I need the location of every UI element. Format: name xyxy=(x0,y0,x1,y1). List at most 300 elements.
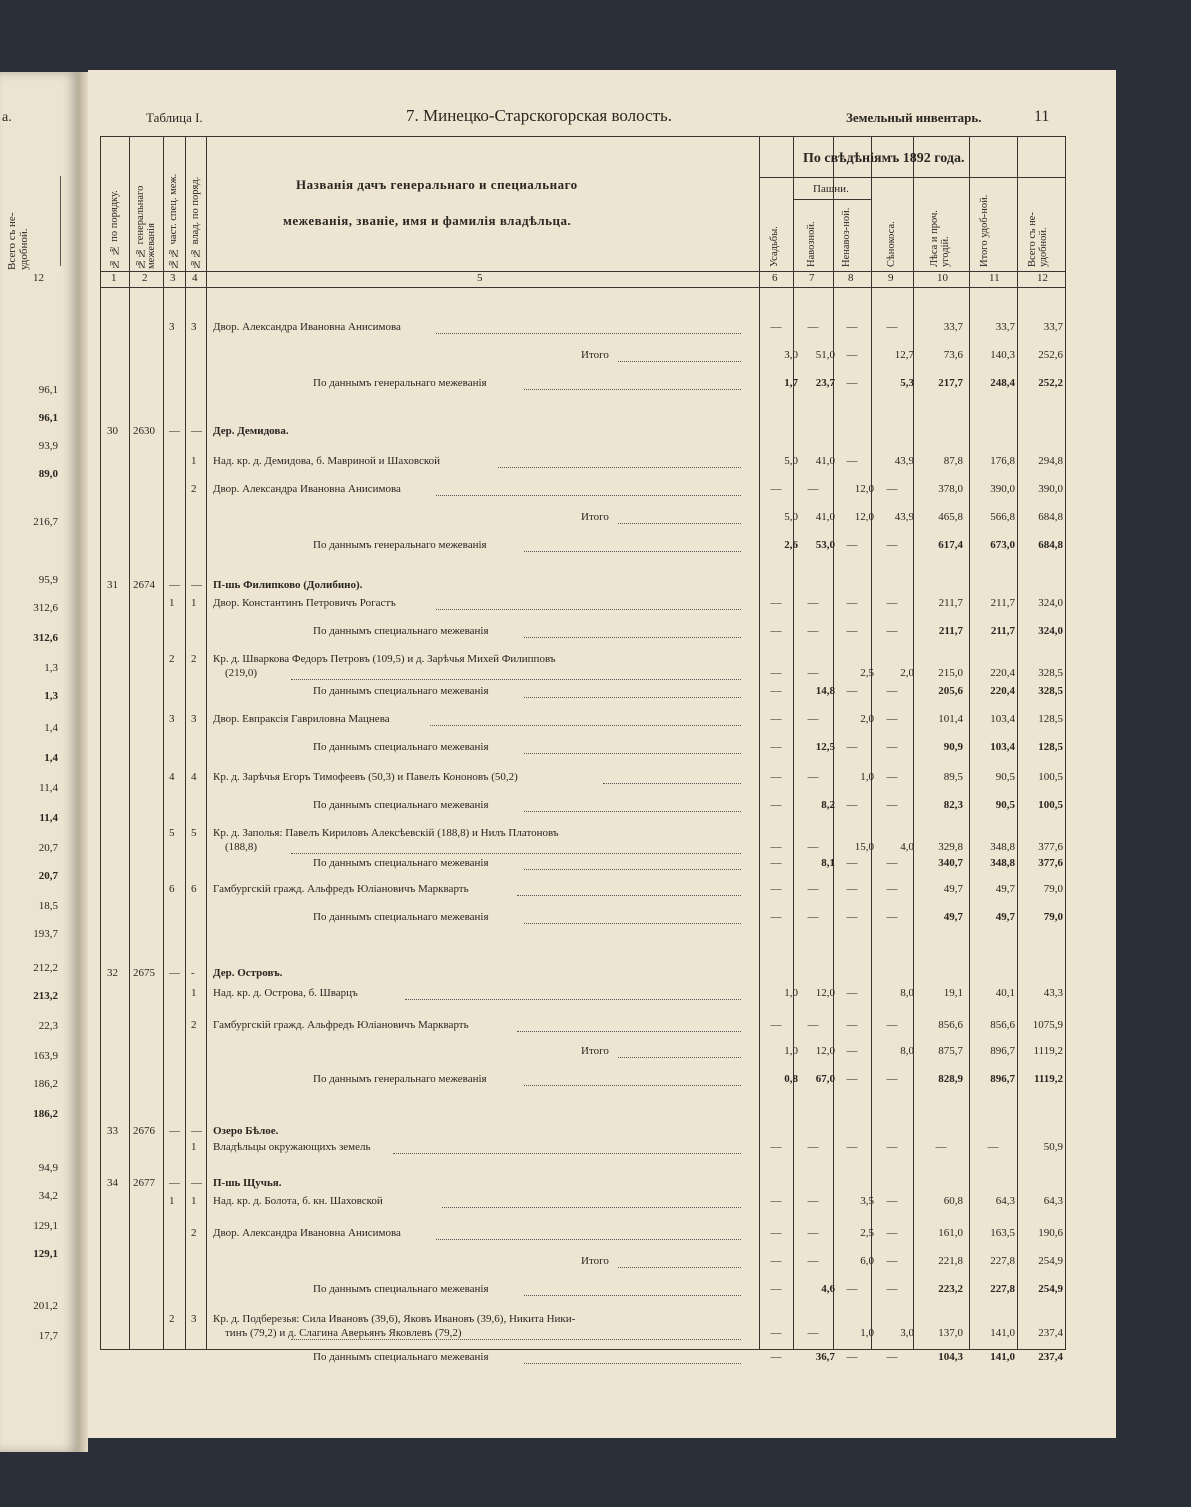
row-value-col-12: 100,5 xyxy=(1038,799,1063,811)
row-value-col-9: — xyxy=(886,799,898,811)
row-value-col-8: — xyxy=(846,857,858,869)
row-name: Двор. Александра Ивановна Анисимова xyxy=(213,321,401,333)
row-owner-number: — xyxy=(191,579,202,591)
row-value-col-7: 36,7 xyxy=(815,1351,835,1363)
row-name: Гамбургскій гражд. Альфредъ Юліановичъ Маркварть xyxy=(213,883,469,895)
row-value-col-10: 223,2 xyxy=(938,1283,963,1295)
left-page-value: 1,4 xyxy=(44,722,58,734)
row-value-col-12: 324,0 xyxy=(1038,597,1063,609)
group-header-rule xyxy=(759,177,1065,178)
column-number: 8 xyxy=(848,272,854,284)
background-right xyxy=(1116,70,1191,1470)
row-value-col-8: — xyxy=(846,1351,858,1363)
row-value-col-12: 254,9 xyxy=(1038,1255,1063,1267)
page xyxy=(88,70,1116,1438)
row-name: Дер. Демидова. xyxy=(213,425,289,437)
leader-dots xyxy=(618,361,741,362)
column-number: 5 xyxy=(477,272,483,284)
column-number: 4 xyxy=(192,272,198,284)
row-value-col-8: — xyxy=(846,685,858,697)
row-owner-number: 2 xyxy=(191,1227,197,1239)
row-owner-number: 2 xyxy=(191,483,197,495)
row-special-number: 2 xyxy=(169,653,175,665)
col-6-header: Усадьбы. xyxy=(769,226,780,267)
row-value-col-7: — xyxy=(807,771,819,783)
row-value-col-11: 227,8 xyxy=(990,1283,1015,1295)
row-value-col-7: 12,0 xyxy=(815,1045,835,1057)
row-value-col-6: — xyxy=(770,911,782,923)
row-value-col-11: 103,4 xyxy=(990,713,1015,725)
row-value-col-12: 328,5 xyxy=(1038,667,1063,679)
row-value-col-12: 684,8 xyxy=(1038,539,1063,551)
row-value-col-12: 79,0 xyxy=(1043,911,1063,923)
row-value-col-10: 211,7 xyxy=(938,597,963,609)
left-page-value: 186,2 xyxy=(33,1108,58,1120)
row-name: Двор. Константинъ Петровичъ Рогастъ xyxy=(213,597,396,609)
left-page-value: 1,3 xyxy=(44,662,58,674)
row-owner-number: 3 xyxy=(191,713,197,725)
leader-dots xyxy=(442,1207,741,1208)
row-value-col-11: 248,4 xyxy=(990,377,1015,389)
row-special-number: 3 xyxy=(169,321,175,333)
row-value-col-7: 53,0 xyxy=(815,539,835,551)
row-value-col-6: — xyxy=(770,841,782,853)
left-page-value: 163,9 xyxy=(33,1050,58,1062)
row-name-continuation: (188,8) xyxy=(225,841,258,853)
pashni-header: Пашни. xyxy=(813,183,849,195)
leader-dots xyxy=(436,495,741,496)
row-name: По даннымъ специальнаго межеванія xyxy=(313,1351,489,1363)
row-value-col-6: — xyxy=(770,1327,782,1339)
row-value-col-9: 12,7 xyxy=(894,349,914,361)
row-name: Гамбургскій гражд. Альфредъ Юліановичъ Маркварть xyxy=(213,1019,469,1031)
row-value-col-7: 12,0 xyxy=(815,987,835,999)
book-gutter xyxy=(78,72,88,1452)
row-value-col-12: 128,5 xyxy=(1038,741,1063,753)
row-value-col-6: — xyxy=(770,771,782,783)
row-value-col-9: — xyxy=(886,911,898,923)
row-value-col-6: — xyxy=(770,1227,782,1239)
row-value-col-7: 41,0 xyxy=(815,455,835,467)
row-value-col-6: — xyxy=(770,667,782,679)
row-value-col-8: 1,0 xyxy=(860,1327,874,1339)
row-value-col-6: — xyxy=(770,685,782,697)
row-value-col-12: 50,9 xyxy=(1043,1141,1063,1153)
row-value-col-11: 566,8 xyxy=(990,511,1015,523)
row-value-col-11: — xyxy=(987,1141,999,1153)
row-value-col-7: — xyxy=(807,713,819,725)
row-value-col-10: 217,7 xyxy=(938,377,963,389)
col-divider xyxy=(969,137,970,1349)
row-value-col-10: 82,3 xyxy=(943,799,963,811)
row-value-col-12: 254,9 xyxy=(1038,1283,1063,1295)
leader-dots xyxy=(524,869,741,870)
row-value-col-6: 5,0 xyxy=(784,511,798,523)
row-owner-number: 3 xyxy=(191,1313,197,1325)
row-value-col-6: — xyxy=(770,625,782,637)
left-page-value: 18,5 xyxy=(38,900,58,912)
row-value-col-10: 73,6 xyxy=(943,349,963,361)
col-12-header: Всего съ не-удобной. xyxy=(1027,212,1049,267)
row-value-col-9: — xyxy=(886,1019,898,1031)
leader-dots xyxy=(436,1239,741,1240)
row-value-col-10: 49,7 xyxy=(943,911,963,923)
col-2-header: №№ генеральнаго межеванія xyxy=(135,185,157,269)
row-value-col-9: — xyxy=(886,1227,898,1239)
row-owner-number: - xyxy=(191,967,195,979)
row-special-number: 4 xyxy=(169,771,175,783)
row-value-col-6: — xyxy=(770,1019,782,1031)
row-order-number: 33 xyxy=(107,1125,118,1137)
row-value-col-9: — xyxy=(886,883,898,895)
leader-dots xyxy=(524,1295,741,1296)
row-value-col-9: — xyxy=(886,1351,898,1363)
row-value-col-12: 252,6 xyxy=(1038,349,1063,361)
column-number: 3 xyxy=(170,272,176,284)
row-special-number: 2 xyxy=(169,1313,175,1325)
row-value-col-8: — xyxy=(846,1045,858,1057)
row-value-col-8: — xyxy=(846,741,858,753)
row-value-col-10: 617,4 xyxy=(938,539,963,551)
row-value-col-10: 875,7 xyxy=(938,1045,963,1057)
row-value-col-8: — xyxy=(846,883,858,895)
row-value-col-6: — xyxy=(770,1141,782,1153)
row-value-col-6: — xyxy=(770,483,782,495)
left-page-value: 213,2 xyxy=(33,990,58,1002)
row-value-col-8: — xyxy=(846,539,858,551)
row-value-col-11: 90,5 xyxy=(995,771,1015,783)
row-value-col-11: 896,7 xyxy=(990,1073,1015,1085)
row-owner-number: 1 xyxy=(191,987,197,999)
row-value-col-7: — xyxy=(807,1195,819,1207)
row-value-col-11: 896,7 xyxy=(990,1045,1015,1057)
row-value-col-11: 348,8 xyxy=(990,857,1015,869)
row-value-col-9: — xyxy=(886,625,898,637)
leader-dots xyxy=(498,467,741,468)
row-name: По даннымъ генеральнаго межеванія xyxy=(313,377,487,389)
left-page-value: 34,2 xyxy=(38,1190,58,1202)
row-value-col-9: — xyxy=(886,1073,898,1085)
column-number: 2 xyxy=(142,272,148,284)
row-value-col-10: 19,1 xyxy=(943,987,963,999)
row-value-col-6: — xyxy=(770,857,782,869)
row-value-col-8: 6,0 xyxy=(860,1255,874,1267)
col-9-header: Сѣнокоса. xyxy=(886,221,897,267)
row-name: Кр. д. Подберезья: Сила Ивановъ (39,6), Яковъ Ивановъ (39,6), Никита Ники- xyxy=(213,1313,576,1325)
row-value-col-6: — xyxy=(770,321,782,333)
row-value-col-7: 8,2 xyxy=(821,799,835,811)
row-owner-number: — xyxy=(191,1125,202,1137)
row-value-col-10: 378,0 xyxy=(938,483,963,495)
left-page-value: 212,2 xyxy=(33,962,58,974)
row-value-col-7: 41,0 xyxy=(815,511,835,523)
left-page-value: 312,6 xyxy=(33,632,58,644)
row-special-number: — xyxy=(169,967,180,979)
row-value-col-11: 49,7 xyxy=(995,911,1015,923)
row-owner-number: 5 xyxy=(191,827,197,839)
row-value-col-12: 128,5 xyxy=(1038,713,1063,725)
row-value-col-12: 43,3 xyxy=(1043,987,1063,999)
row-name: Над. кр. д. Острова, б. Шварцъ xyxy=(213,987,358,999)
row-value-col-12: 237,4 xyxy=(1038,1351,1063,1363)
column-number: 1 xyxy=(111,272,117,284)
left-page-value: 216,7 xyxy=(33,516,58,528)
row-value-col-6: 1,0 xyxy=(784,987,798,999)
row-value-col-11: 176,8 xyxy=(990,455,1015,467)
row-value-col-8: 12,0 xyxy=(854,511,874,523)
col-5-header-line1: Названія дачъ генеральнаго и специальнаго xyxy=(296,177,578,192)
row-value-col-9: — xyxy=(886,483,898,495)
row-value-col-9: — xyxy=(886,1283,898,1295)
row-value-col-11: 211,7 xyxy=(990,597,1015,609)
row-special-number: — xyxy=(169,1125,180,1137)
row-value-col-6: — xyxy=(770,1195,782,1207)
left-page-value: 129,1 xyxy=(33,1220,58,1232)
row-value-col-10: 101,4 xyxy=(938,713,963,725)
col-4-header: №№ влад. по поряд. xyxy=(190,176,201,269)
row-value-col-9: 8,0 xyxy=(900,987,914,999)
row-value-col-11: 227,8 xyxy=(990,1255,1015,1267)
row-name: Итого xyxy=(581,1045,609,1057)
row-value-col-8: — xyxy=(846,987,858,999)
row-value-col-8: — xyxy=(846,911,858,923)
row-value-col-6: — xyxy=(770,741,782,753)
row-name: Итого xyxy=(581,511,609,523)
row-value-col-10: 60,8 xyxy=(943,1195,963,1207)
row-value-col-10: 856,6 xyxy=(938,1019,963,1031)
left-page-edge xyxy=(0,72,78,1452)
row-value-col-12: 33,7 xyxy=(1043,321,1063,333)
leader-dots xyxy=(291,1339,741,1340)
row-value-col-8: 2,5 xyxy=(860,667,874,679)
row-value-col-8: — xyxy=(846,377,858,389)
row-value-col-12: 79,0 xyxy=(1043,883,1063,895)
row-value-col-6: — xyxy=(770,1255,782,1267)
left-page-value: 89,0 xyxy=(38,468,58,480)
leader-dots xyxy=(436,609,741,610)
row-value-col-8: — xyxy=(846,1073,858,1085)
row-value-col-10: 215,0 xyxy=(938,667,963,679)
row-value-col-11: 141,0 xyxy=(990,1327,1015,1339)
row-name: Кр. д. Шваркова Федоръ Петровъ (109,5) и д. Зарѣчья Михей Филипповъ xyxy=(213,653,556,665)
row-value-col-10: 49,7 xyxy=(943,883,963,895)
row-value-col-6: 1,7 xyxy=(784,377,798,389)
row-value-col-8: 12,0 xyxy=(854,483,874,495)
row-value-col-7: — xyxy=(807,1227,819,1239)
row-value-col-12: 390,0 xyxy=(1038,483,1063,495)
row-value-col-7: — xyxy=(807,667,819,679)
row-value-col-10: 828,9 xyxy=(938,1073,963,1085)
row-special-number: 1 xyxy=(169,1195,175,1207)
row-value-col-9: — xyxy=(886,321,898,333)
row-value-col-8: — xyxy=(846,1141,858,1153)
row-special-number: 3 xyxy=(169,713,175,725)
row-value-col-8: 2,5 xyxy=(860,1227,874,1239)
row-order-number: 34 xyxy=(107,1177,118,1189)
row-name: По даннымъ генеральнаго межеванія xyxy=(313,1073,487,1085)
left-page-value: 1,3 xyxy=(44,690,58,702)
row-name: Владѣльцы окружающихъ земель xyxy=(213,1141,371,1153)
col-10-header: Лѣса и проч. угодій. xyxy=(929,210,951,267)
row-value-col-7: — xyxy=(807,883,819,895)
left-page-value: 312,6 xyxy=(33,602,58,614)
row-name: По даннымъ специальнаго межеванія xyxy=(313,911,489,923)
row-value-col-11: 673,0 xyxy=(990,539,1015,551)
row-value-col-9: — xyxy=(886,1141,898,1153)
row-value-col-10: 104,3 xyxy=(938,1351,963,1363)
row-value-col-9: — xyxy=(886,1195,898,1207)
row-name: По даннымъ специальнаго межеванія xyxy=(313,799,489,811)
row-value-col-8: — xyxy=(846,455,858,467)
row-owner-number: 1 xyxy=(191,1195,197,1207)
leader-dots xyxy=(524,389,741,390)
row-value-col-7: — xyxy=(807,1255,819,1267)
row-value-col-6: 0,8 xyxy=(784,1073,798,1085)
row-value-col-9: 2,0 xyxy=(900,667,914,679)
leader-dots xyxy=(517,1031,741,1032)
row-value-col-9: 43,9 xyxy=(894,455,914,467)
row-name: Дер. Островъ. xyxy=(213,967,283,979)
land-inventory-table xyxy=(100,136,1066,1363)
col-divider xyxy=(206,137,207,1349)
leader-dots xyxy=(524,637,741,638)
row-value-col-12: 328,5 xyxy=(1038,685,1063,697)
left-page-value: 96,1 xyxy=(38,384,58,396)
row-value-col-10: 87,8 xyxy=(943,455,963,467)
row-value-col-7: — xyxy=(807,911,819,923)
row-value-col-6: 2,6 xyxy=(784,539,798,551)
col-5-header-line2: межеванія, званіе, имя и фамилія владѣльца. xyxy=(283,213,572,228)
group-header: По свѣдѣніямъ 1892 года. xyxy=(803,151,965,166)
left-page-value: 129,1 xyxy=(33,1248,58,1260)
row-value-col-12: 252,2 xyxy=(1038,377,1063,389)
row-value-col-11: 140,3 xyxy=(990,349,1015,361)
row-owner-number: 2 xyxy=(191,1019,197,1031)
row-value-col-12: 324,0 xyxy=(1038,625,1063,637)
leader-dots xyxy=(618,523,741,524)
col-1-header: № № по порядку. xyxy=(109,190,120,269)
row-value-col-10: 205,6 xyxy=(938,685,963,697)
row-value-col-12: 1075,9 xyxy=(1032,1019,1063,1031)
row-value-col-7: 12,5 xyxy=(815,741,835,753)
column-number-rule xyxy=(101,287,1065,288)
left-page-column-label: Всего съ не-удобной. xyxy=(6,212,30,270)
row-value-col-8: — xyxy=(846,321,858,333)
row-value-col-11: 49,7 xyxy=(995,883,1015,895)
column-number: 9 xyxy=(888,272,894,284)
row-value-col-11: 211,7 xyxy=(990,625,1015,637)
row-value-col-8: 2,0 xyxy=(860,713,874,725)
row-special-number: 5 xyxy=(169,827,175,839)
row-owner-number: — xyxy=(191,425,202,437)
row-value-col-7: 4,6 xyxy=(821,1283,835,1295)
column-number: 12 xyxy=(1037,272,1048,284)
leader-dots xyxy=(517,895,741,896)
col-3-header: №№ част. спец. меж. xyxy=(168,173,179,269)
row-value-col-9: — xyxy=(886,685,898,697)
row-name: По даннымъ специальнаго межеванія xyxy=(313,625,489,637)
row-value-col-10: 340,7 xyxy=(938,857,963,869)
row-name: Двор. Александра Ивановна Анисимова xyxy=(213,483,401,495)
row-value-col-6: — xyxy=(770,597,782,609)
row-general-number: 2675 xyxy=(133,967,155,979)
row-value-col-7: — xyxy=(807,1019,819,1031)
row-value-col-9: — xyxy=(886,539,898,551)
row-value-col-7: — xyxy=(807,841,819,853)
row-owner-number: — xyxy=(191,1177,202,1189)
row-value-col-11: 348,8 xyxy=(990,841,1015,853)
row-value-col-11: 856,6 xyxy=(990,1019,1015,1031)
row-name: Итого xyxy=(581,349,609,361)
left-page-value: 20,7 xyxy=(38,870,58,882)
leader-dots xyxy=(524,1085,741,1086)
row-value-col-6: — xyxy=(770,883,782,895)
leader-dots xyxy=(618,1267,741,1268)
row-value-col-9: — xyxy=(886,713,898,725)
col-11-header: Итого удоб-ной. xyxy=(979,194,990,267)
left-page-value: 20,7 xyxy=(38,842,58,854)
row-special-number: — xyxy=(169,1177,180,1189)
col-8-header: Ненавоз-ной. xyxy=(841,207,852,267)
row-value-col-6: — xyxy=(770,799,782,811)
row-name-continuation: тинъ (79,2) и д. Слагина Аверьянъ Яковлевъ (79,2) xyxy=(225,1327,462,1339)
row-value-col-11: 390,0 xyxy=(990,483,1015,495)
row-value-col-12: 237,4 xyxy=(1038,1327,1063,1339)
row-value-col-7: — xyxy=(807,321,819,333)
row-value-col-11: 33,7 xyxy=(995,321,1015,333)
row-value-col-9: — xyxy=(886,857,898,869)
page-number: 11 xyxy=(1034,108,1050,125)
row-value-col-12: 377,6 xyxy=(1038,841,1063,853)
row-value-col-9: — xyxy=(886,597,898,609)
page-title: 7. Минецко-Старскогорская волость. xyxy=(406,106,673,125)
row-owner-number: 6 xyxy=(191,883,197,895)
left-page-value: 1,4 xyxy=(44,752,58,764)
row-value-col-7: 51,0 xyxy=(815,349,835,361)
row-name: По даннымъ специальнаго межеванія xyxy=(313,1283,489,1295)
column-number: 6 xyxy=(772,272,778,284)
row-name: По даннымъ генеральнаго межеванія xyxy=(313,539,487,551)
row-value-col-10: 161,0 xyxy=(938,1227,963,1239)
row-value-col-8: — xyxy=(846,349,858,361)
row-special-number: 1 xyxy=(169,597,175,609)
leader-dots xyxy=(603,783,741,784)
row-name-continuation: (219,0) xyxy=(225,667,258,679)
row-name: По даннымъ специальнаго межеванія xyxy=(313,741,489,753)
row-general-number: 2674 xyxy=(133,579,155,591)
col-divider xyxy=(129,137,130,1349)
row-value-col-7: — xyxy=(807,597,819,609)
header-rule xyxy=(101,271,1065,272)
row-value-col-9: — xyxy=(886,1255,898,1267)
row-value-col-10: 465,8 xyxy=(938,511,963,523)
row-owner-number: 4 xyxy=(191,771,197,783)
row-order-number: 31 xyxy=(107,579,118,591)
left-page-value: 96,1 xyxy=(38,412,58,424)
row-value-col-8: — xyxy=(846,1019,858,1031)
row-general-number: 2677 xyxy=(133,1177,155,1189)
row-value-col-9: 5,3 xyxy=(900,377,914,389)
left-page-value: 201,2 xyxy=(33,1300,58,1312)
row-value-col-12: 294,8 xyxy=(1038,455,1063,467)
row-value-col-12: 64,3 xyxy=(1043,1195,1063,1207)
row-value-col-11: 163,5 xyxy=(990,1227,1015,1239)
row-value-col-6: 5,0 xyxy=(784,455,798,467)
row-value-col-10: 89,5 xyxy=(943,771,963,783)
leader-dots xyxy=(405,999,741,1000)
column-number: 10 xyxy=(937,272,948,284)
row-value-col-6: 1,0 xyxy=(784,1045,798,1057)
